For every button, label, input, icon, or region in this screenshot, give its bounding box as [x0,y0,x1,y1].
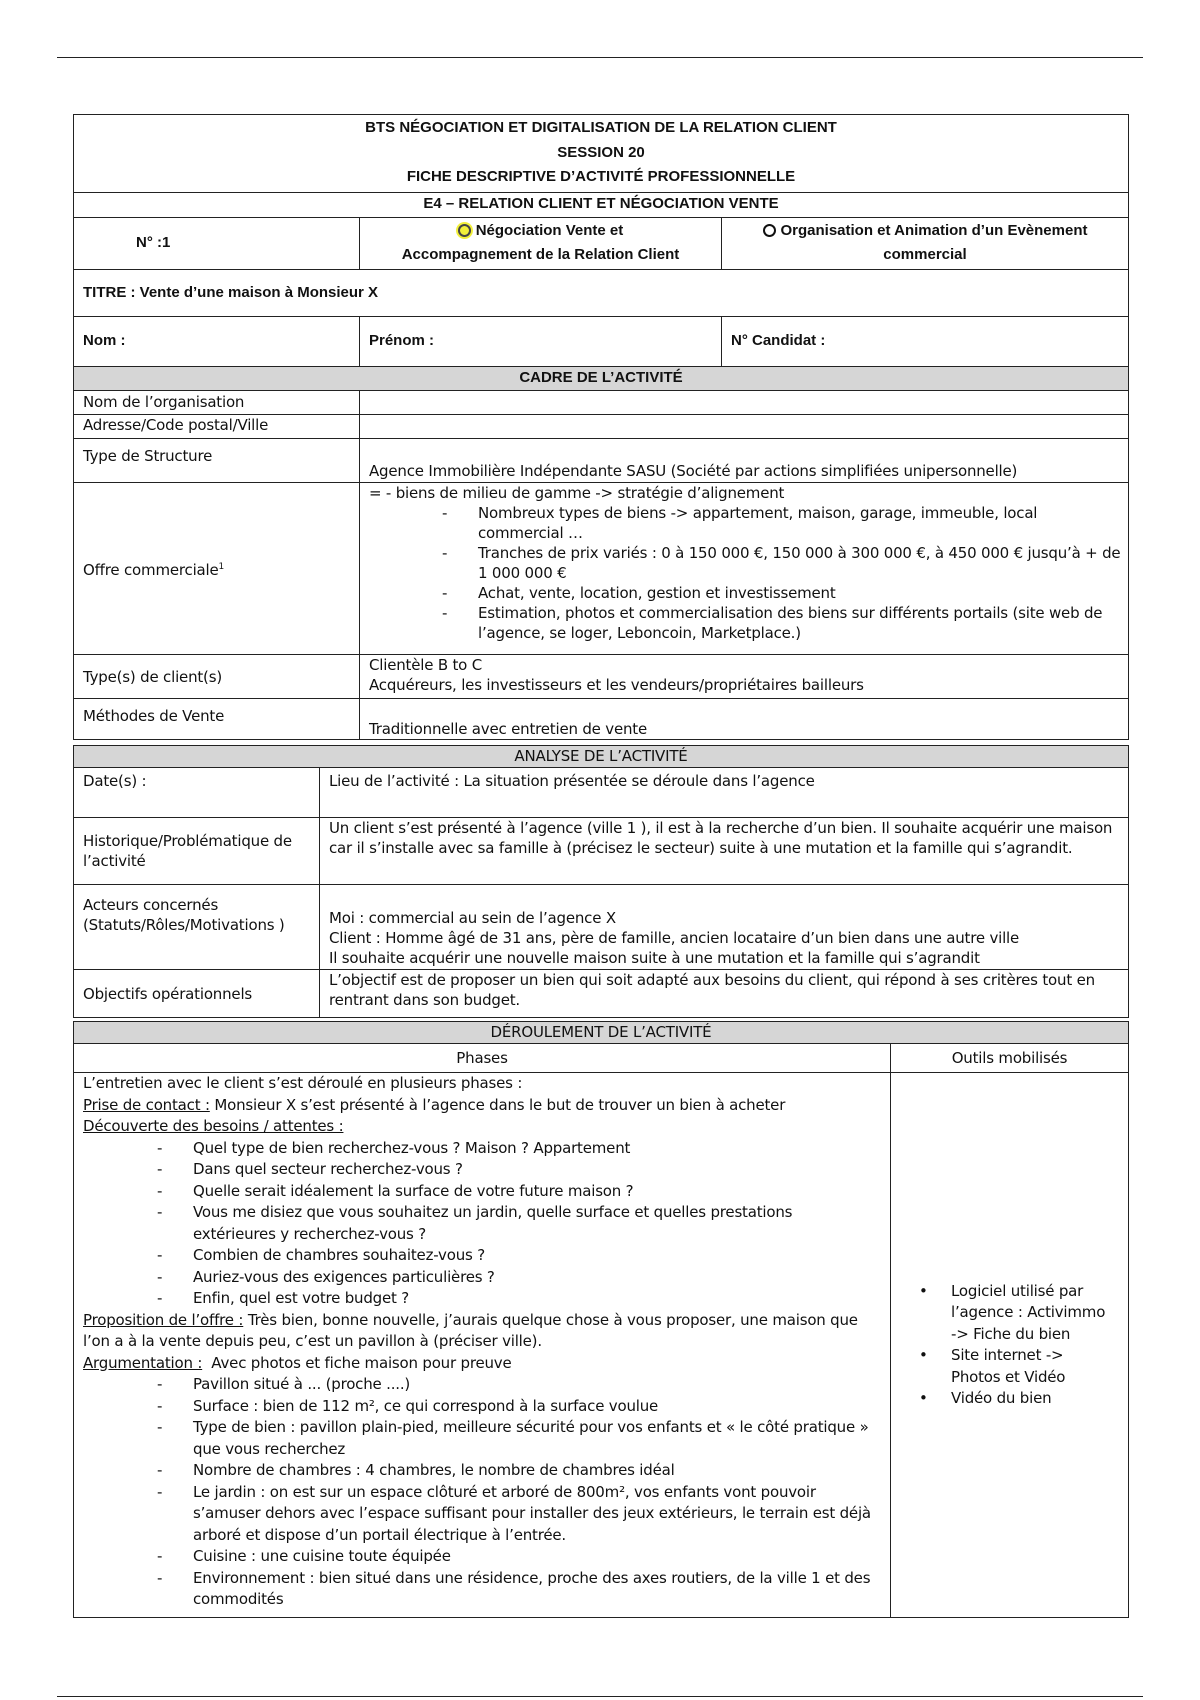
contact-title: Prise de contact : [83,1095,210,1114]
option-evenement-line1: Organisation et Animation d’un Evènement [780,221,1088,239]
objectifs-label: Objectifs opérationnels [74,970,320,1018]
argumentation-list [83,1374,874,1611]
activity-title: TITRE : Vente d’une maison à Monsieur X [74,269,1129,316]
cadre-block [73,366,1129,740]
option-negociation[interactable] [360,217,722,269]
offre-value [360,483,1129,655]
offre-label [74,483,360,655]
methodes-value: Traditionnelle avec entretien de vente [360,699,1129,740]
deroulement-block [73,1021,1129,1618]
list-item: • Site internet -> Photos et Vidéo [919,1345,1110,1388]
phases-content [74,1073,891,1618]
proposition-phase [83,1310,874,1353]
argumentation-phase [83,1353,874,1375]
proposition-title: Proposition de l’offre : [83,1310,244,1329]
list-item: - Quel type de bien recherchez-vous ? Maison ? Appartement [157,1138,874,1160]
lieu-value: Lieu de l’activité : La situation présentée se déroule dans l’agence [320,768,1129,818]
radio-empty-icon[interactable] [763,224,776,237]
list-item: - Surface : bien de 112 m², ce qui correspond à la surface voulue [157,1396,874,1418]
option-negociation-line1: Négociation Vente et [475,221,624,239]
offre-footnote: 1 [218,562,225,572]
list-item: - Estimation, photos et commercialisation des biens sur différents portails (site web de l’agence, se loger, Leboncoin, Marketplace.) [442,603,1126,643]
acteurs-line3: Il souhaite acquérir une nouvelle maison suite à une mutation et la famille qui s’agrandit [329,949,980,967]
list-item: - Tranches de prix variés : 0 à 150 000 €, 150 000 à 300 000 €, à 450 000 € jusqu’à + de 1 000 000 € [442,543,1126,583]
exam-header [74,115,1129,193]
candidat-field[interactable]: N° Candidat : [722,316,1129,366]
clients-value [360,655,1129,699]
option-negociation-line2: Accompagnement de la Relation Client [401,245,680,263]
outils-header: Outils mobilisés [891,1044,1129,1073]
list-item: - Le jardin : on est sur un espace clôturé et arboré de 800m², vos enfants vont pouvoir s’amuser dehors avec l’espace suffisant pour installer des jeux extérieurs, le terrain est déjà arboré et dispose d’un portail électrique à l’entrée. [157,1482,874,1547]
phases-header: Phases [74,1044,891,1073]
option-evenement[interactable] [722,217,1129,269]
page-bottom-rule [57,1696,1143,1697]
fiche-number: N° :1 [74,217,360,269]
list-item: • Vidéo du bien [919,1388,1110,1410]
offre-intro: = - biens de milieu de gamme -> stratégie d’alignement [369,484,785,502]
exam-epreuve: E4 – RELATION CLIENT ET NÉGOCIATION VENTE [74,192,1129,217]
exam-session: SESSION 20 [557,143,645,161]
form-title: FICHE DESCRIPTIVE D’ACTIVITÉ PROFESSIONNELLE [406,168,796,185]
list-item: - Cuisine : une cuisine toute équipée [157,1546,874,1568]
acteurs-line1: Moi : commercial au sein de l’agence X [329,909,616,927]
list-item: - Quelle serait idéalement la surface de votre future maison ? [157,1181,874,1203]
methodes-label: Méthodes de Vente [74,699,360,740]
list-item: - Achat, vente, location, gestion et investissement [442,583,1126,603]
phases-intro: L’entretien avec le client s’est déroulé en plusieurs phases : [83,1074,523,1092]
outils-content [891,1073,1129,1618]
list-item: - Environnement : bien situé dans une résidence, proche des axes routiers, de la ville 1 et des commodités [157,1568,874,1611]
list-item: - Type de bien : pavillon plain-pied, meilleure sécurité pour vos enfants et « le côté pratique » que vous recherchez [157,1417,874,1460]
list-item: - Auriez-vous des exigences particulières ? [157,1267,874,1289]
decouverte-list [83,1138,874,1310]
structure-value: Agence Immobilière Indépendante SASU (Société par actions simplifiées unipersonnelle) [360,439,1129,483]
list-item: - Dans quel secteur recherchez-vous ? [157,1159,874,1181]
dates-label: Date(s) : [74,768,320,818]
list-item: - Enfin, quel est votre budget ? [157,1288,874,1310]
page-top-rule [57,57,1143,58]
acteurs-line2: Client : Homme âgé de 31 ans, père de famille, ancien locataire d’un bien dans une autre ville [329,929,1020,947]
objectifs-value: L’objectif est de proposer un bien qui soit adapté aux besoins du client, qui répond à ses critères tout en rentrant dans son budget. [320,970,1129,1018]
offre-list [369,503,1126,643]
clients-line1: Clientèle B to C [369,656,482,674]
list-item: - Combien de chambres souhaitez-vous ? [157,1245,874,1267]
outils-list [899,1281,1110,1410]
exam-title: BTS NÉGOCIATION ET DIGITALISATION DE LA RELATION CLIENT [365,119,837,136]
analyse-heading: ANALYSE DE L’ACTIVITÉ [74,746,1129,768]
contact-phase [83,1095,874,1117]
radio-selected-icon[interactable] [458,224,471,237]
offre-label-text: Offre commerciale [83,561,219,579]
clients-line2: Acquéreurs, les investisseurs et les vendeurs/propriétaires bailleurs [369,676,864,694]
list-item: - Nombre de chambres : 4 chambres, le nombre de chambres idéal [157,1460,874,1482]
decouverte-title: Découverte des besoins / attentes : [83,1117,344,1135]
deroulement-heading: DÉROULEMENT DE L’ACTIVITÉ [74,1022,1129,1044]
cadre-heading: CADRE DE L’ACTIVITÉ [74,367,1129,391]
list-item: - Vous me disiez que vous souhaitez un jardin, quelle surface et quelles prestations extérieures y recherchez-vous ? [157,1202,874,1245]
analyse-block [73,745,1129,1018]
option-evenement-line2: commercial [883,245,967,263]
address-label: Adresse/Code postal/Ville [74,415,360,439]
list-item: - Pavillon situé à ... (proche ....) [157,1374,874,1396]
argumentation-title: Argumentation : [83,1353,203,1372]
contact-text: Monsieur X s’est présenté à l’agence dans le but de trouver un bien à acheter [209,1095,786,1114]
address-value [360,415,1129,439]
form-header-block [73,114,1129,367]
org-value [360,391,1129,415]
nom-field[interactable]: Nom : [74,316,360,366]
prenom-field[interactable]: Prénom : [360,316,722,366]
acteurs-value [320,885,1129,970]
historique-value: Un client s’est présenté à l’agence (ville 1 ), il est à la recherche d’un bien. Il souhaite acquérir une maison car il s’installe avec sa famille à (précisez le secteur) suite à une mutation et la famille qui s’agrandit. [320,818,1129,885]
historique-label: Historique/Problématique de l’activité [74,818,320,885]
proposition-text: Très bien, bonne nouvelle, j’aurais quelque chose à vous proposer, une maison que l’on a à la vente depuis peu, c’est un pavillon à (préciser ville). [83,1310,858,1350]
structure-label: Type de Structure [74,439,360,483]
acteurs-label: Acteurs concernés (Statuts/Rôles/Motivations ) [74,885,320,970]
org-label: Nom de l’organisation [74,391,360,415]
clients-label: Type(s) de client(s) [74,655,360,699]
list-item: - Nombreux types de biens -> appartement, maison, garage, immeuble, local commercial … [442,503,1126,543]
argumentation-text: Avec photos et fiche maison pour preuve [202,1353,512,1372]
list-item: • Logiciel utilisé par l’agence : Activimmo -> Fiche du bien [919,1281,1110,1346]
